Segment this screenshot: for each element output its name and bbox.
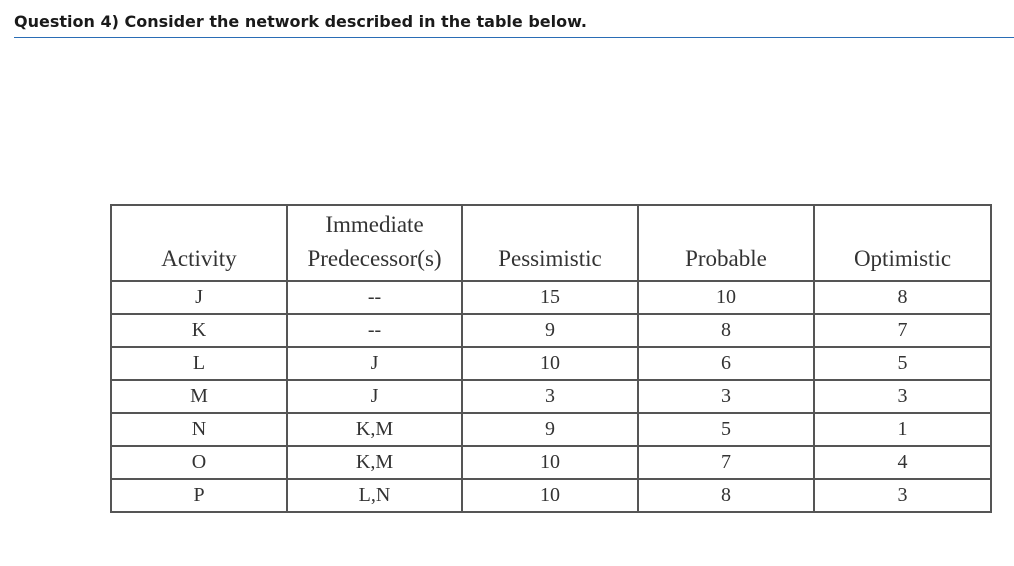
cell-activity: P [111, 479, 287, 512]
cell-pessimistic: 10 [462, 479, 638, 512]
table-header-row [111, 205, 991, 281]
cell-pessimistic: 3 [462, 380, 638, 413]
cell-probable: 7 [638, 446, 814, 479]
cell-pessimistic: 10 [462, 446, 638, 479]
table-row [111, 281, 991, 314]
cell-predecessors: K,M [287, 446, 462, 479]
cell-optimistic: 3 [814, 479, 991, 512]
cell-optimistic: 7 [814, 314, 991, 347]
cell-probable: 6 [638, 347, 814, 380]
table-row [111, 380, 991, 413]
cell-optimistic: 4 [814, 446, 991, 479]
activity-table-container [110, 204, 992, 513]
cell-probable: 8 [638, 479, 814, 512]
cell-optimistic: 8 [814, 281, 991, 314]
activity-table [110, 204, 992, 513]
header-predecessors-line2: Predecessor(s) [307, 246, 442, 271]
header-pessimistic: Pessimistic [462, 205, 638, 281]
cell-probable: 3 [638, 380, 814, 413]
cell-predecessors: -- [287, 281, 462, 314]
cell-pessimistic: 10 [462, 347, 638, 380]
header-activity: Activity [111, 205, 287, 281]
cell-activity: J [111, 281, 287, 314]
table-row [111, 479, 991, 512]
cell-activity: N [111, 413, 287, 446]
cell-pessimistic: 15 [462, 281, 638, 314]
cell-probable: 5 [638, 413, 814, 446]
question-header [14, 10, 1014, 38]
cell-predecessors: K,M [287, 413, 462, 446]
table-row [111, 413, 991, 446]
cell-predecessors: J [287, 380, 462, 413]
cell-predecessors: -- [287, 314, 462, 347]
table-row [111, 347, 991, 380]
cell-predecessors: J [287, 347, 462, 380]
cell-predecessors: L,N [287, 479, 462, 512]
cell-probable: 10 [638, 281, 814, 314]
cell-probable: 8 [638, 314, 814, 347]
header-predecessors-line1: Immediate [325, 212, 424, 237]
cell-optimistic: 5 [814, 347, 991, 380]
cell-pessimistic: 9 [462, 413, 638, 446]
header-optimistic: Optimistic [814, 205, 991, 281]
cell-optimistic: 3 [814, 380, 991, 413]
question-title: Question 4) Consider the network described in the table below. [14, 12, 587, 31]
header-predecessors [287, 205, 462, 281]
cell-activity: O [111, 446, 287, 479]
cell-optimistic: 1 [814, 413, 991, 446]
cell-activity: K [111, 314, 287, 347]
cell-pessimistic: 9 [462, 314, 638, 347]
header-probable: Probable [638, 205, 814, 281]
cell-activity: L [111, 347, 287, 380]
table-row [111, 446, 991, 479]
cell-activity: M [111, 380, 287, 413]
table-row [111, 314, 991, 347]
